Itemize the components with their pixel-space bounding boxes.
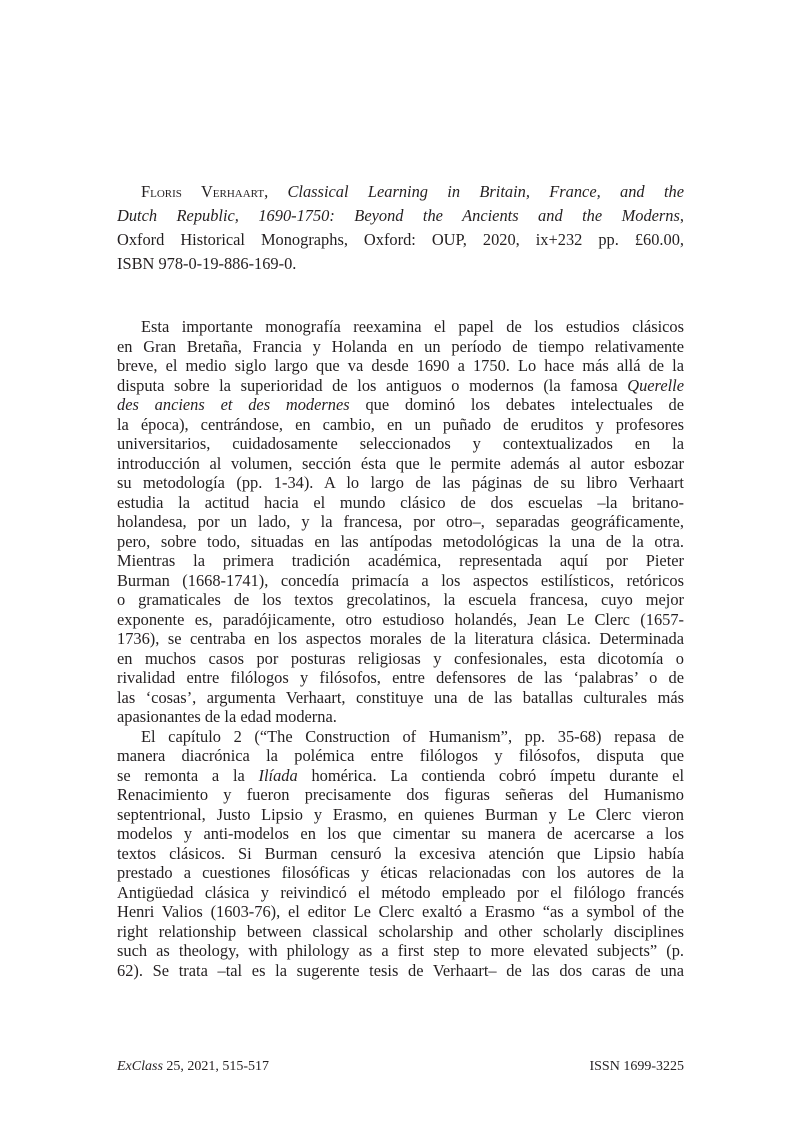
text: en Gran Bretaña, Francia y Holanda en un período de tiempo relativamente bbox=[117, 336, 684, 356]
text: textos clásicos. Si Burman censuró la excesiva atención que Lipsio había bbox=[117, 843, 684, 863]
text: Henri Valios (1603-76), el editor Le Clerc exaltó a Erasmo “as a symbol of the bbox=[117, 902, 684, 921]
text: se remonta a la bbox=[117, 765, 259, 785]
text-line bbox=[117, 844, 684, 864]
text: 1736), se centraba en los aspectos morales de la literatura clásica. Determinada bbox=[117, 629, 684, 648]
text-line bbox=[117, 688, 684, 708]
text: que dominó los debates intelectuales de bbox=[349, 395, 684, 414]
text-line bbox=[117, 590, 684, 610]
text-line bbox=[117, 961, 684, 981]
journal-reference bbox=[117, 1058, 269, 1076]
text: Renacimiento y fueron precisamente dos figuras señeras del Humanismo bbox=[117, 785, 684, 804]
italic-text: Querelle bbox=[627, 375, 684, 395]
text: universitarios, cuidadosamente seleccionados y contextualizados en la bbox=[117, 434, 684, 453]
text: Antigüedad clásica y reivindicó el método empleado por el filólogo francés bbox=[117, 882, 684, 902]
text-line bbox=[117, 180, 684, 204]
text: apasionantes de la edad moderna. bbox=[117, 707, 337, 726]
journal-volume-pages: 25, 2021, 515-517 bbox=[162, 1059, 270, 1074]
text-line bbox=[117, 356, 684, 376]
text-line bbox=[117, 629, 684, 649]
text: o gramaticales de los textos grecolatinos, la escuela francesa, cuyo mejor bbox=[117, 590, 684, 609]
text: right relationship between classical scholarship and other scholarly disciplines bbox=[117, 921, 684, 941]
text-line bbox=[117, 668, 684, 688]
text: ISBN 978-0-19-886-169-0. bbox=[117, 254, 297, 273]
text-line bbox=[117, 727, 684, 747]
text: , bbox=[679, 206, 684, 225]
text-line bbox=[117, 454, 684, 474]
paragraph bbox=[117, 727, 684, 981]
text: Esta importante monografía reexamina el papel de los estudios clásicos bbox=[141, 317, 684, 336]
text-line bbox=[117, 337, 684, 357]
text: en muchos casos por posturas religiosas y confesionales, esta dicotomía o bbox=[117, 648, 684, 668]
text-line bbox=[117, 252, 684, 276]
text: prestado a cuestiones filosóficas y éticas relacionadas con los autores de la bbox=[117, 863, 684, 882]
book-citation bbox=[117, 180, 684, 276]
text: 62). Se trata –tal es la sugerente tesis de Verhaart– de las dos caras de una bbox=[117, 960, 684, 980]
text-line bbox=[117, 610, 684, 630]
text-line bbox=[117, 941, 684, 961]
text-line bbox=[117, 785, 684, 805]
text-line bbox=[117, 228, 684, 252]
italic-text: des anciens et des modernes bbox=[117, 395, 350, 414]
text: exponente es, paradójicamente, otro estudioso holandés, Jean Le Clerc (1657- bbox=[117, 609, 684, 629]
text: breve, el medio siglo largo que va desde 1690 a 1750. Lo hace más allá de la bbox=[117, 356, 684, 375]
text-line bbox=[117, 493, 684, 513]
review-body bbox=[117, 317, 684, 980]
text-line bbox=[117, 532, 684, 552]
text: disputa sobre la superioridad de los antiguos o modernos (la famosa bbox=[117, 375, 628, 395]
text-line bbox=[117, 649, 684, 669]
author-name: Floris Verhaart bbox=[141, 182, 265, 201]
text-line bbox=[117, 863, 684, 883]
text-line bbox=[117, 922, 684, 942]
text: pero, sobre todo, situadas en las antípodas metodológicas la una de la otra. bbox=[117, 531, 684, 551]
text: introducción al volumen, sección ésta que le permite además al autor esbozar bbox=[117, 453, 684, 473]
text: , bbox=[264, 182, 288, 201]
text-line bbox=[117, 766, 684, 786]
text-line bbox=[117, 824, 684, 844]
text: estudia la actitud hacia el mundo clásico de dos escuelas –la britano- bbox=[117, 492, 684, 512]
text-line bbox=[117, 204, 684, 228]
text: Burman (1668-1741), concedía primacía a los aspectos estilísticos, retóricos bbox=[117, 570, 684, 590]
text-line bbox=[117, 707, 684, 727]
text-line bbox=[117, 317, 684, 337]
italic-text: Ilíada bbox=[258, 765, 298, 785]
text: su metodología (pp. 1-34). A lo largo de las páginas de su libro Verhaart bbox=[117, 473, 684, 492]
text-line bbox=[117, 746, 684, 766]
text-line bbox=[117, 571, 684, 591]
paragraph bbox=[117, 317, 684, 727]
text: such as theology, with philology as a first step to more elevated subjects” (p. bbox=[117, 941, 684, 960]
text: manera diacrónica la polémica entre filólogos y filósofos, disputa que bbox=[117, 746, 684, 765]
text-line bbox=[117, 434, 684, 454]
text: Mientras la primera tradición académica, representada aquí por Pieter bbox=[117, 551, 684, 570]
text: rivalidad entre filólogos y filósofos, entre defensores de las ‘palabras’ o de bbox=[117, 668, 684, 687]
text: holandesa, por un lado, y la francesa, por otro–, separadas geográficamente, bbox=[117, 512, 684, 531]
issn: ISSN 1699-3225 bbox=[589, 1059, 684, 1074]
text: modelos y anti-modelos en los que cimentar su manera de acercarse a los bbox=[117, 824, 684, 843]
italic-text: Dutch Republic, 1690-1750: Beyond the Ancients and the Moderns bbox=[117, 206, 680, 225]
text-line bbox=[117, 551, 684, 571]
text: homérica. La contienda cobró ímpetu durante el bbox=[297, 765, 684, 785]
text-line bbox=[117, 473, 684, 493]
text-line bbox=[117, 902, 684, 922]
text-line bbox=[117, 512, 684, 532]
text-line bbox=[117, 415, 684, 435]
text-line bbox=[117, 883, 684, 903]
text-line bbox=[117, 395, 684, 415]
text-line bbox=[117, 805, 684, 825]
text: las ‘cosas’, argumenta Verhaart, constituye una de las batallas culturales más bbox=[117, 687, 684, 707]
text: la época), centrándose, en cambio, en un puñado de eruditos y profesores bbox=[117, 414, 684, 434]
italic-text: Classical Learning in Britain, France, and the bbox=[287, 182, 684, 201]
journal-name: ExClass bbox=[117, 1059, 163, 1074]
text: septentrional, Justo Lipsio y Erasmo, en quienes Burman y Le Clerc vieron bbox=[117, 804, 684, 824]
text: El capítulo 2 (“The Construction of Humanism”, pp. 35-68) repasa de bbox=[141, 726, 684, 746]
text: Oxford Historical Monographs, Oxford: OUP, 2020, ix+232 pp. £60.00, bbox=[117, 230, 684, 249]
text-line bbox=[117, 376, 684, 396]
